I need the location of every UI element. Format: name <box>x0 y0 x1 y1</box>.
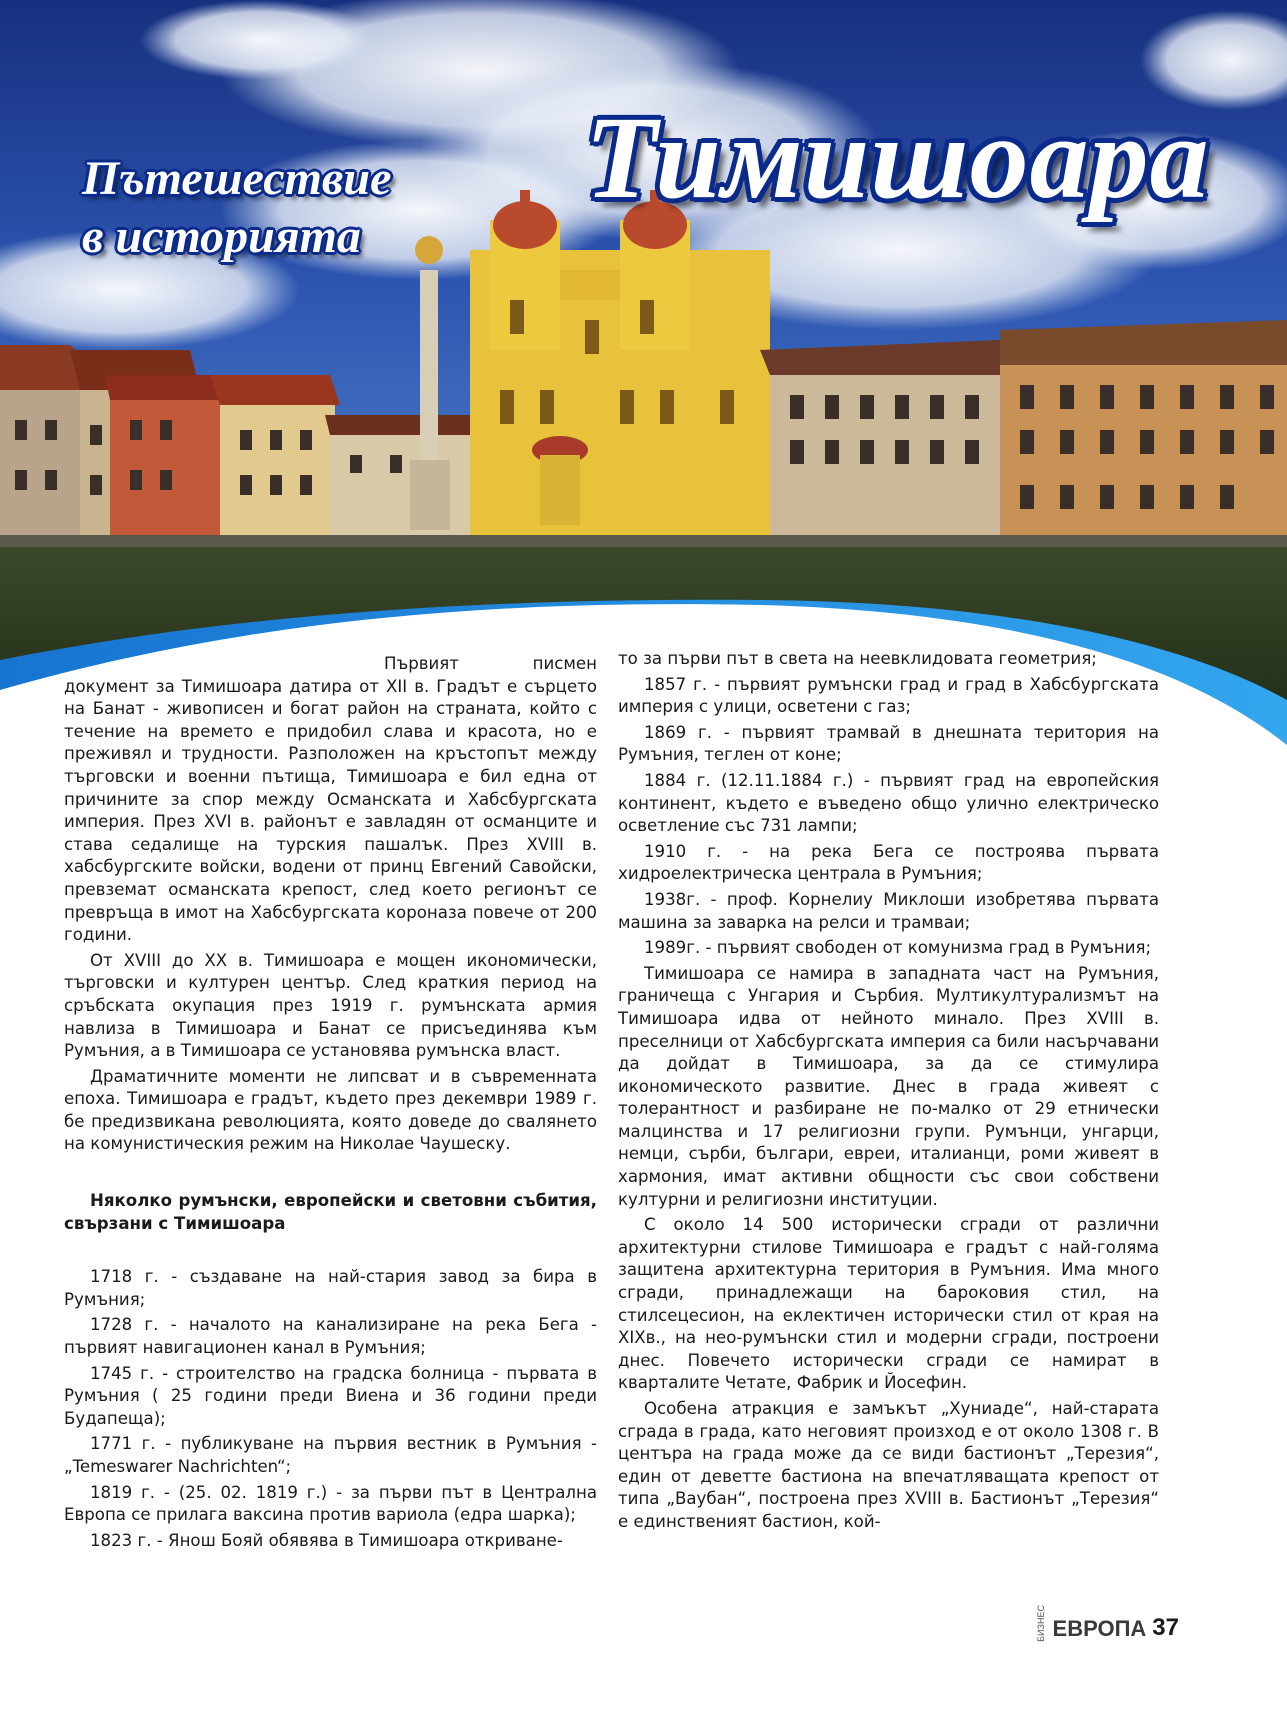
subtitle-line-1: Пътешествие <box>82 152 392 205</box>
page-footer <box>1036 1605 1179 1642</box>
event-item: 1910 г. - на река Бега се построява първата хидроелектрическа централа в Румъния; <box>618 841 1159 884</box>
event-item: то за първи път в света на неевклидовата геометрия; <box>618 649 1097 668</box>
magazine-brand: ЕВРОПА <box>1052 1615 1147 1641</box>
event-item: 1718 г. - създаване на най-стария завод за бира в Румъния; <box>64 1267 597 1309</box>
events-heading: Няколко румънски, европейски и световни събития, свързани с Тимишоара <box>64 1191 597 1233</box>
event-item: 1819 г. - (25. 02. 1819 г.) - за първи път в Централна Европа се прилага ваксина против вариола (едра шарка); <box>64 1482 597 1525</box>
paragraph: Драматичните моменти не липсват и в съвременната епоха. Тимишоара е градът, където през декември 1989 г. бе предизвикана революцията, която доведе до свалянето на комунистическия режим на Николае Чаушеску. <box>64 1066 597 1154</box>
page-title: Тимишоара <box>585 92 1210 223</box>
paragraph: Особена атракция е замъкът „Хуниаде“, най-старата сграда в града, като неговият произход е от около 1308 г. В центъра на града може да се види бастионът „Терезия“, един от деветте бастиона на впечатляващата крепост от типа „Ваубан“, построена през XVIII в. Бастионът „Терезия“ е единственият бастион, кой- <box>618 1399 1159 1531</box>
lead-paragraph: Първият писмен документ за Тимишоара датира от XII в. Градът е сърцето на Банат - живописен и богат район на страната, който с течение на времето е придобил слава и красота, но е преживял и трудности. Разположен на кръстопът между търговски и военни пътища, Тимишоара е бил една от причините за спор между Османската и Хабсбургската империя. През XVI в. районът е завладян от османците и става седалище на турския пашалък. През XVIII в. хабсбургските войски, водени от принц Евгений Савойски, превземат османската крепост, след което регионът се превръща в имот на Хабсбургската короназа повече от 200 години. <box>64 654 597 945</box>
event-item: 1728 г. - началото на канализиране на река Бега - първият навигационен канал в Румъния; <box>64 1315 597 1358</box>
page-number: 37 <box>1152 1613 1179 1641</box>
right-column <box>618 648 1159 1537</box>
hero-photo <box>0 0 1287 760</box>
paragraph: С около 14 500 исторически сгради от различни архитектурни стилове Тимишоара е градът с най-голяма защитена архитектурна територия в Румъния. Има много сгради, принадлежащи на бароковия стил, на стилсецесион, на еклектичен исторически стил от края на XIXв., на нео-румънски стил и модерни сгради, построени днес. Повечето исторически сгради се намират в кварталите Четате, Фабрик и Йосефин. <box>618 1215 1159 1393</box>
event-item: 1823 г. - Янош Бояй обявява в Тимишоара откриване- <box>90 1530 563 1550</box>
subtitle-line-2: в историята <box>82 210 361 263</box>
left-column <box>64 653 597 1555</box>
paragraph: От XVIII до XX в. Тимишоара е мощен икономически, търговски и културен център. След краткия период на сръбската окупация през 1919 г. румънската армия навлиза в Тимишоара и Банат се присъединява към Румъния, а в Тимишоара се установява румънска власт. <box>64 950 597 1061</box>
event-item: 1869 г. - първият трамвай в днешната територия на Румъния, теглен от коне; <box>618 722 1159 765</box>
page-subtitle <box>82 150 391 266</box>
event-item: 1745 г. - строителство на градска болница - първата в Румъния ( 25 години преди Виена и 36 години преди Будапеща); <box>64 1363 597 1428</box>
event-item: 1884 г. (12.11.1884 г.) - първият град на европейския континент, където е въведено общо улично електрическо осветление със 731 лампи; <box>618 770 1159 836</box>
event-item: 1938г. - проф. Корнелиу Миклоши изобретява първата машина за заварка на релси и трамваи; <box>618 889 1159 932</box>
event-item: 1771 г. - публикуване на първия вестник в Румъния - „Temeswarer Nachrichten“; <box>64 1434 597 1476</box>
event-item: 1857 г. - първият румънски град и град в Хабсбургската империя с улици, осветени с газ; <box>618 674 1159 717</box>
magazine-brand-prefix: БИЗНЕС <box>1035 1605 1046 1642</box>
event-item: 1989г. - първият свободен от комунизма град в Румъния; <box>644 938 1152 958</box>
paragraph: Тимишоара се намира в западната част на Румъния, граничеща с Унгария и Сърбия. Мултикултурализмът на Тимишоара идва от нейното минало. През XVIII в. преселници от Хабсбургската империя са били насърчавани да дойдат в Тимишоара, за да се стимулира икономическото развитие. Днес в града живеят с толерантност и разбиране не по-малко от 29 етнически малцинства и 17 религиозни групи. Румънци, унгарци, немци, сърби, българи, евреи, италианци, роми живеят в хармония, имат активни общности със свои собствени културни и религиозни институции. <box>618 963 1159 1209</box>
